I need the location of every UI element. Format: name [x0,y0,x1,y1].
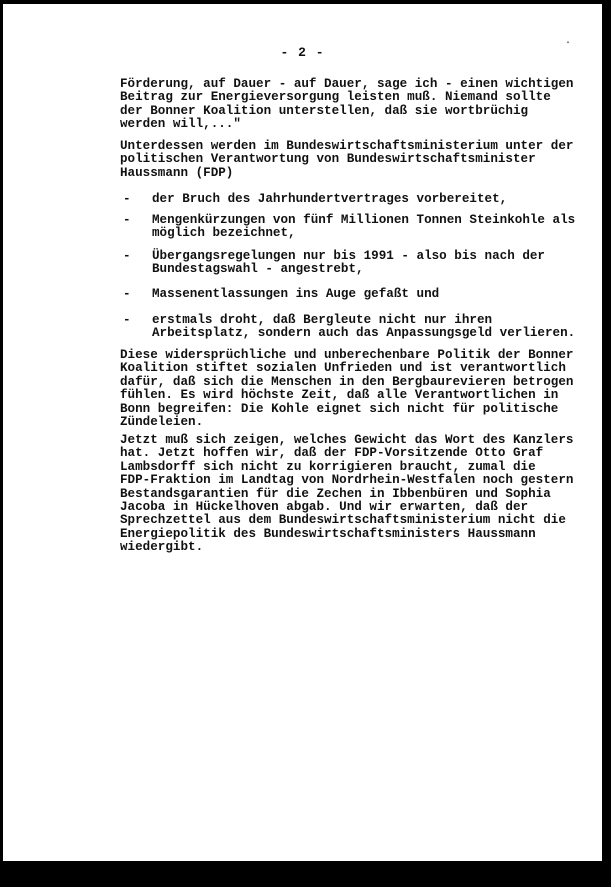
text-line: Arbeitsplatz, sondern auch das Anpassungsgeld verlieren. [152,326,576,341]
document-page [3,4,602,861]
paragraph-criticism [120,348,574,430]
text-line: fühlen. Es wird höchste Zeit, daß alle Verantwortlichen in [120,388,559,403]
text-line: Unterdessen werden im Bundeswirtschaftsministerium unter der [120,139,574,153]
paragraph-intro [120,139,574,180]
text-line: Bundestagswahl - angestrebt, [152,262,364,277]
bullet-text [152,250,572,277]
text-line: Förderung, auf Dauer - auf Dauer, sage ich - einen wichtigen [120,77,574,91]
text-line: der Bonner Koalition unterstellen, daß sie wortbrüchig [120,103,529,118]
scan-border-right [602,0,611,887]
text-line: Sprechzettel aus dem Bundeswirtschaftsministerium nicht die [120,513,566,528]
scan-border-bottom [0,861,611,887]
paragraph-quote-ending [120,77,574,132]
text-line: Mengenkürzungen von fünf Millionen Tonnen Steinkohle als [152,213,576,227]
bullet-text [152,313,576,341]
scan-speck: · [565,38,572,49]
text-line: Zündeleien. [120,415,204,430]
text-line: der Bruch des Jahrhundertvertrages vorbereitet, [152,192,508,206]
text-line: Haussmann (FDP) [120,165,234,180]
text-line: erstmals droht, daß Bergleute nicht nur ihren [152,313,493,327]
text-line: werden will,..." [120,117,241,132]
paragraph-conclusion [120,433,574,555]
bullet-dash: - [123,249,131,263]
text-line: FDP-Fraktion im Landtag von Nordrhein-Westfalen noch gestern [120,473,574,488]
text-line: Massenentlassungen ins Auge gefaßt und [152,287,440,301]
text-line: Jetzt muß sich zeigen, welches Gewicht das Wort des Kanzlers [120,433,574,447]
text-line: wiedergibt. [120,540,204,555]
page-number: - 2 - [280,45,325,60]
text-line: Bonn begreifen: Die Kohle eignet sich nicht für politische [120,401,559,416]
text-line: Bestandsgarantien für die Zechen in Ibbenbüren und Sophia [120,486,551,501]
text-line: Übergangsregelungen nur bis 1991 - also bis nach der [152,249,545,263]
text-line: dafür, daß sich die Menschen in den Bergbaurevieren betrogen [120,374,574,389]
bullet-dash: - [123,313,131,327]
bullet-dash: - [123,213,131,227]
bullet-dash: - [123,287,131,301]
text-line: Beitrag zur Energieversorgung leisten muß. Niemand sollte [120,90,551,105]
text-line: Diese widersprüchliche und unberechenbare Politik der Bonner [120,348,574,362]
text-line: möglich bezeichnet, [152,226,296,241]
text-line: Jacoba in Hückelhoven abgab. Und wir erwarten, daß der [120,500,529,515]
bullet-text [152,213,576,241]
text-line: politischen Verantwortung von Bundeswirtschaftsminister [120,152,536,167]
bullet-dash: - [123,192,131,206]
text-line: hat. Jetzt hoffen wir, daß der FDP-Vorsitzende Otto Graf [120,446,544,461]
bullet-text [152,193,572,206]
bullet-text [152,288,572,301]
text-line: Energiepolitik des Bundeswirtschaftsministers Haussmann [120,526,536,541]
text-line: Lambsdorff sich nicht zu korrigieren braucht, zumal die [120,459,536,474]
text-line: Koalition stiftet sozialen Unfrieden und ist verantwortlich [120,361,566,376]
